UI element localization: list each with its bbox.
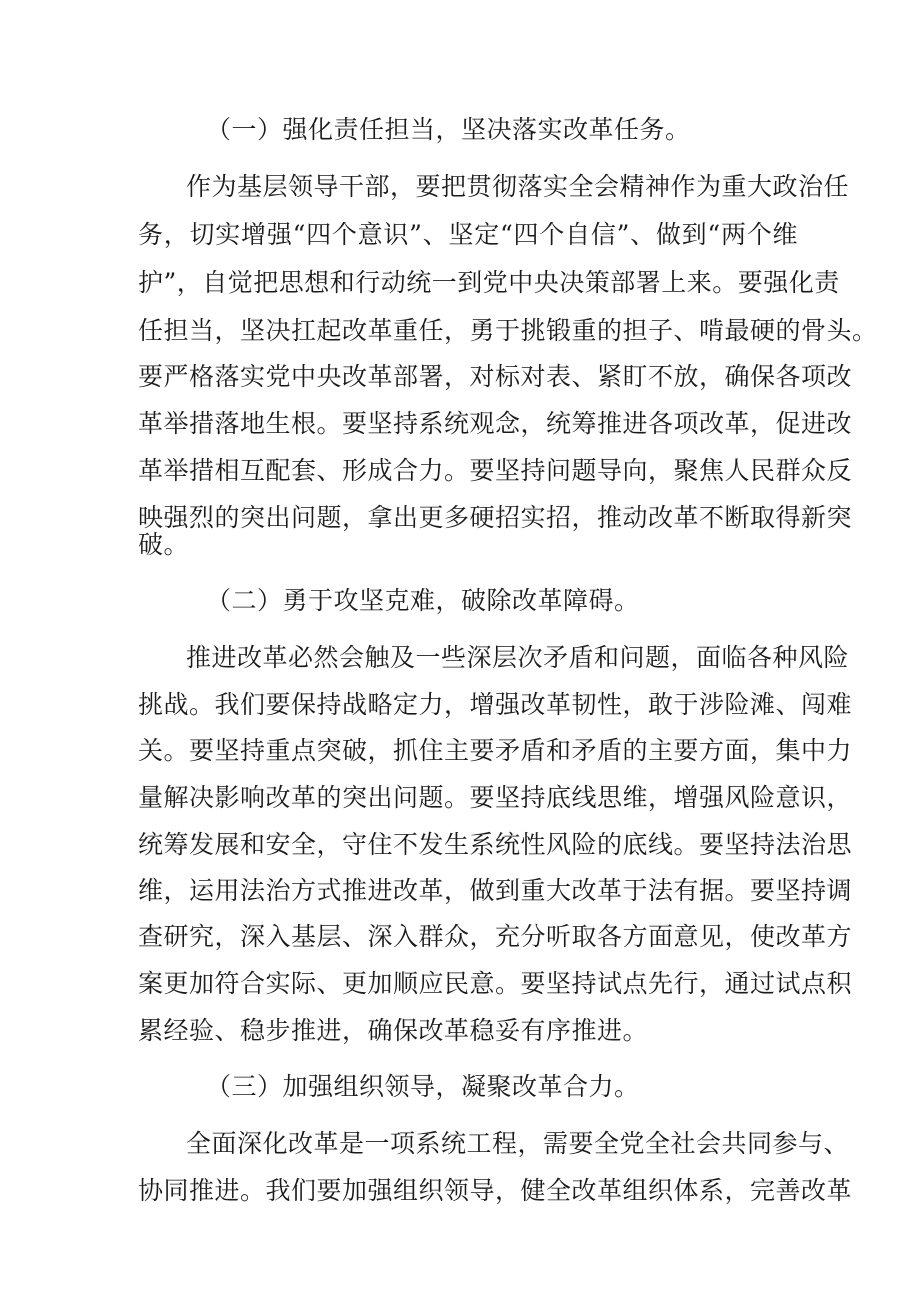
paragraph-line: 革举措相互配套、形成合力。要坚持问题导向，聚焦人民群众反 — [138, 456, 853, 485]
section-heading: （一）强化责任担当，坚决落实改革任务。 — [206, 115, 691, 144]
paragraph-line: 协同推进。我们要加强组织领导，健全改革组织体系，完善改革 — [138, 1176, 853, 1205]
paragraph-line: 全面深化改革是一项系统工程，需要全党全社会共同参与、 — [186, 1129, 850, 1158]
paragraph-line: 推进改革必然会触及一些深层次矛盾和问题，面临各种风险 — [186, 643, 850, 672]
paragraph-line: 护”，自觉把思想和行动统一到党中央决策部署上来。要强化责 — [138, 268, 840, 297]
paragraph-line: 查研究，深入基层、深入群众，充分听取各方面意见，使改革方 — [138, 922, 853, 951]
paragraph-line: 破。 — [138, 530, 190, 559]
paragraph-line: 维，运用法治方式推进改革，做到重大改革于法有据。要坚持调 — [138, 876, 853, 905]
paragraph-line: 作为基层领导干部，要把贯彻落实全会精神作为重大政治任 — [186, 172, 850, 201]
paragraph-line: 挑战。我们要保持战略定力，增强改革韧性，敢于涉险滩、闯难 — [138, 690, 853, 719]
paragraph-line: 任担当，坚决扛起改革重任，勇于挑锻重的担子、啃最硬的骨头。 — [138, 316, 878, 345]
paragraph-line: 量解决影响改革的突出问题。要坚持底线思维，增强风险意识， — [138, 783, 853, 812]
paragraph-line: 映强烈的突出问题，拿出更多硬招实招，推动改革不断取得新突 — [138, 503, 853, 532]
paragraph-line: 务，切实增强“四个意识”、坚定“四个自信”、做到“两个维 — [138, 220, 798, 249]
paragraph-line: 要严格落实党中央改革部署，对标对表、紧盯不放，确保各项改 — [138, 362, 853, 391]
paragraph-line: 关。要坚持重点突破，抓住主要矛盾和矛盾的主要方面，集中力 — [138, 736, 853, 765]
paragraph-line: 案更加符合实际、更加顺应民意。要坚持试点先行，通过试点积 — [138, 969, 853, 998]
paragraph-line: 累经验、稳步推进，确保改革稳妥有序推进。 — [138, 1016, 649, 1045]
section-heading: （二）勇于攻坚克难，破除改革障碍。 — [206, 586, 640, 615]
paragraph-line: 革举措落地生根。要坚持系统观念，统筹推进各项改革，促进改 — [138, 409, 853, 438]
paragraph-line: 统筹发展和安全，守住不发生系统性风险的底线。要坚持法治思 — [138, 830, 853, 859]
section-heading: （三）加强组织领导，凝聚改革合力。 — [206, 1072, 640, 1101]
